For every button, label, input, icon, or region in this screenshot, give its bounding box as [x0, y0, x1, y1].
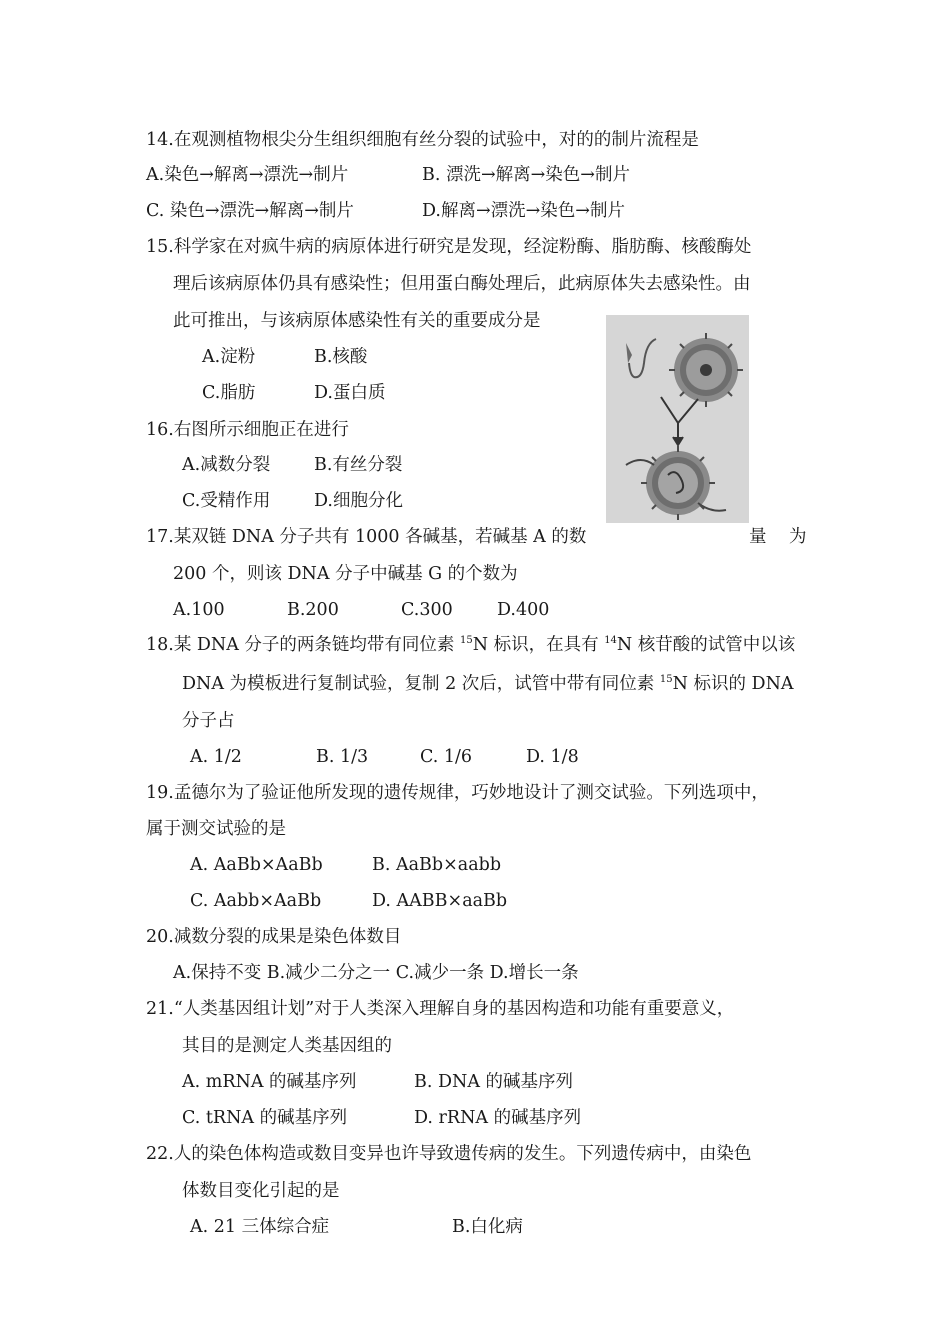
- q14-option-a: A.染色→解离→漂洗→制片: [146, 165, 349, 185]
- q22-line-2: 体数目变化引起的是: [182, 1181, 340, 1201]
- q18-option-a: A. 1/2: [190, 747, 242, 767]
- q19-option-b: B. AaBb×aabb: [372, 855, 502, 875]
- q16-option-c: C.受精作用: [182, 491, 271, 511]
- q21-option-c: C. tRNA 的碱基序列: [182, 1108, 348, 1128]
- q18-line-2: DNA 为模板进行复制试验，复制 2 次后，试管中带有同位素 $^{15}$N 标识的 DNA: [182, 674, 794, 694]
- q22-line-1: 22.人的染色体构造或数目变异也许导致遗传病的发生。下列遗传病中，由染色: [146, 1144, 752, 1164]
- q20-stem: 20.减数分裂的成果是染色体数目: [146, 927, 402, 947]
- q16-option-a: A.减数分裂: [182, 455, 271, 475]
- q16-option-b: B.有丝分裂: [314, 455, 403, 475]
- q18-line-3: 分子占: [182, 711, 235, 731]
- q17-option-d: D.400: [497, 600, 550, 620]
- q15-option-d: D.蛋白质: [314, 383, 386, 403]
- q21-option-b: B. DNA 的碱基序列: [414, 1072, 574, 1092]
- q14-option-c: C. 染色→漂洗→解离→制片: [146, 201, 354, 221]
- q15-line-3: 此可推出，与该病原体感染性有关的重要成分是: [173, 311, 541, 331]
- q18-option-d: D. 1/8: [526, 747, 579, 767]
- q15-option-a: A.淀粉: [202, 347, 256, 367]
- q18-option-b: B. 1/3: [316, 747, 369, 767]
- egg-cell-image: [669, 333, 743, 407]
- q17-line-1: 17.某双链 DNA 分子共有 1000 各碱基，若碱基 A 的数: [146, 527, 587, 547]
- q21-option-a: A. mRNA 的碱基序列: [182, 1072, 357, 1092]
- q17-line-1-tail-b: 为: [789, 527, 807, 547]
- q15-option-b: B.核酸: [314, 347, 368, 367]
- q17-option-a: A.100: [173, 600, 225, 620]
- q16-stem: 16.右图所示细胞正在进行: [146, 420, 349, 440]
- q17-line-2: 200 个，则该 DNA 分子中碱基 G 的个数为: [173, 564, 518, 584]
- q19-line-2: 属于测交试验的是: [146, 819, 286, 839]
- q17-option-c: C.300: [401, 600, 453, 620]
- q18-line-1: 18.某 DNA 分子的两条链均带有同位素 $^{15}$N 标识，在具有 $^{14}$N 核苷酸的试管中以该: [146, 635, 796, 655]
- q14-option-b: B. 漂洗→解离→染色→制片: [422, 165, 630, 185]
- fertilization-figure: [606, 315, 749, 523]
- q14-stem: 14.在观测植物根尖分生组织细胞有丝分裂的试验中，对的的制片流程是: [146, 130, 699, 150]
- q15-option-c: C.脂肪: [202, 383, 256, 403]
- q21-line-1: 21.“人类基因组计划”对于人类深入理解自身的基因构造和功能有重要意义，: [146, 999, 735, 1019]
- q18-option-c: C. 1/6: [420, 747, 473, 767]
- q17-line-1-tail-a: 量: [749, 527, 767, 547]
- q19-line-1: 19.孟德尔为了验证他所发现的遗传规律，巧妙地设计了测交试验。下列选项中，: [146, 783, 769, 803]
- q16-option-d: D.细胞分化: [314, 491, 403, 511]
- q22-option-b: B.白化病: [452, 1217, 523, 1237]
- q19-option-d: D. AABB×aaBb: [372, 891, 508, 911]
- q14-option-d: D.解离→漂洗→染色→制片: [422, 201, 625, 221]
- q21-option-d: D. rRNA 的碱基序列: [414, 1108, 582, 1128]
- q17-option-b: B.200: [287, 600, 339, 620]
- q15-line-2: 理后该病原体仍具有感染性；但用蛋白酶处理后，此病原体失去感染性。由: [173, 274, 751, 294]
- q21-line-2: 其目的是测定人类基因组的: [182, 1036, 392, 1056]
- q20-options: A.保持不变 B.减少二分之一 C.减少一条 D.增长一条: [173, 963, 579, 983]
- q22-option-a: A. 21 三体综合症: [190, 1217, 330, 1237]
- q19-option-c: C. Aabb×AaBb: [190, 891, 322, 911]
- q19-option-a: A. AaBb×AaBb: [190, 855, 323, 875]
- q15-line-1: 15.科学家在对疯牛病的病原体进行研究是发现，经淀粉酶、脂肪酶、核酸酶处: [146, 237, 752, 257]
